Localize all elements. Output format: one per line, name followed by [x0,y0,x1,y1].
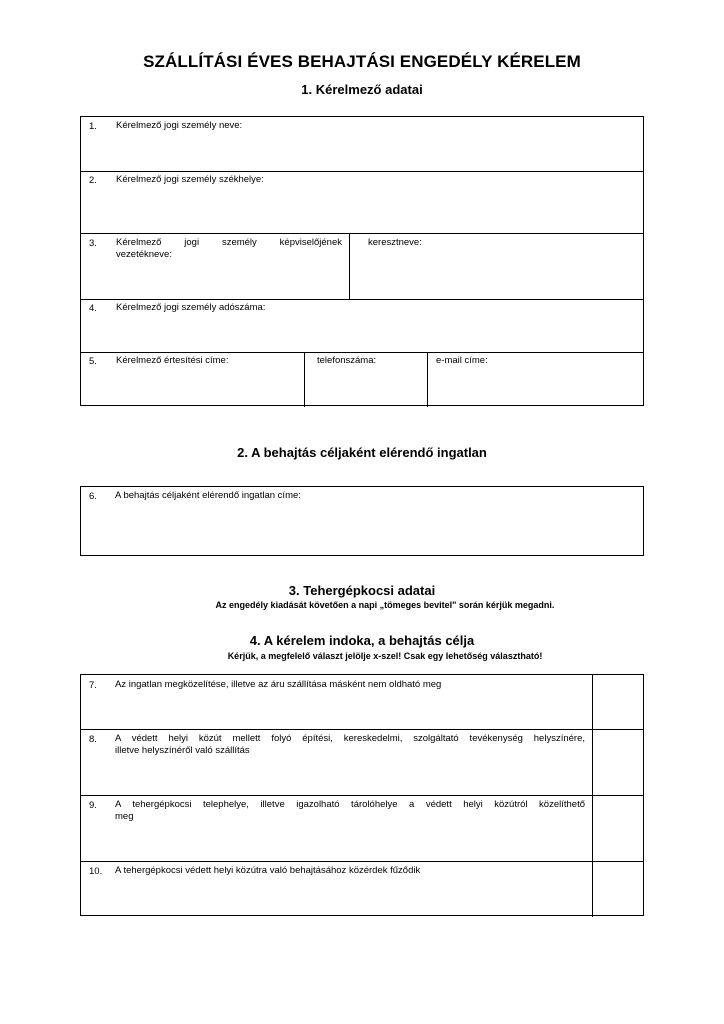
row-number: 6. [89,491,97,502]
applicant-table [80,116,644,406]
row-number: 2. [89,175,97,186]
applicant-name-label: Kérelmező jogi személy neve: [116,120,243,131]
reason-9-label-line2: meg [115,811,134,822]
reason-table [80,674,644,916]
reason-7-label: Az ingatlan megközelítése, illetve az áru szállítása másként nem oldható meg [115,679,442,690]
section1-heading: 1. Kérelmező adatai [301,82,423,97]
reason-9-checkbox[interactable] [593,796,643,861]
reason-9-label-line1: A tehergépkocsi telephelye, illetve igazolható tárolóhelye a védett helyi közútról közelíthető [115,799,585,810]
property-address-label: A behajtás céljaként elérendő ingatlan címe: [115,490,301,501]
phone-label: telefonszáma: [317,355,377,366]
reason-8-label-line2: illetve helyszínéről való szállítás [115,745,250,756]
reason-8-label-line1: A védett helyi közút mellett folyó építési, kereskedelmi, szolgáltató tevékenység helyszínére, [115,733,585,744]
row-number: 7. [89,680,97,691]
tax-number-label: Kérelmező jogi személy adószáma: [116,302,266,313]
reason-8-checkbox[interactable] [593,730,643,795]
reason-10-label: A tehergépkocsi védett helyi közútra való behajtásához közérdek fűződik [115,865,421,876]
section4-heading: 4. A kérelem indoka, a behajtás célja [249,633,475,648]
notification-address-label: Kérelmező értesítési címe: [116,355,229,366]
row-number: 5. [89,356,97,367]
section2-heading: 2. A behajtás céljaként elérendő ingatlan [237,445,487,460]
representative-surname-label-line2: vezetékneve: [116,249,172,260]
email-label: e-mail címe: [436,355,488,366]
section3-heading: 3. Tehergépkocsi adatai [288,583,436,598]
row-number: 10. [89,866,103,877]
row-number: 8. [89,734,97,745]
row-number: 4. [89,303,97,314]
representative-firstname-label: keresztneve: [368,237,422,248]
reason-7-checkbox[interactable] [593,675,643,729]
row-number: 9. [89,800,97,811]
reason-10-checkbox[interactable] [593,862,643,915]
row-number: 3. [89,238,97,249]
row-number: 1. [89,121,97,132]
representative-surname-label-line1: Kérelmező jogi személy képviselőjének [116,237,342,248]
section4-note: Kérjük, a megfelelő választ jelölje x-szel! Csak egy lehetőség választható! [227,651,543,661]
section3-note: Az engedély kiadását követően a napi „tömeges bevitel" során kérjük megadni. [215,600,555,610]
property-table [80,486,644,556]
page-title: SZÁLLÍTÁSI ÉVES BEHAJTÁSI ENGEDÉLY KÉRELEM [143,52,581,71]
applicant-seat-label: Kérelmező jogi személy székhelye: [116,174,264,185]
